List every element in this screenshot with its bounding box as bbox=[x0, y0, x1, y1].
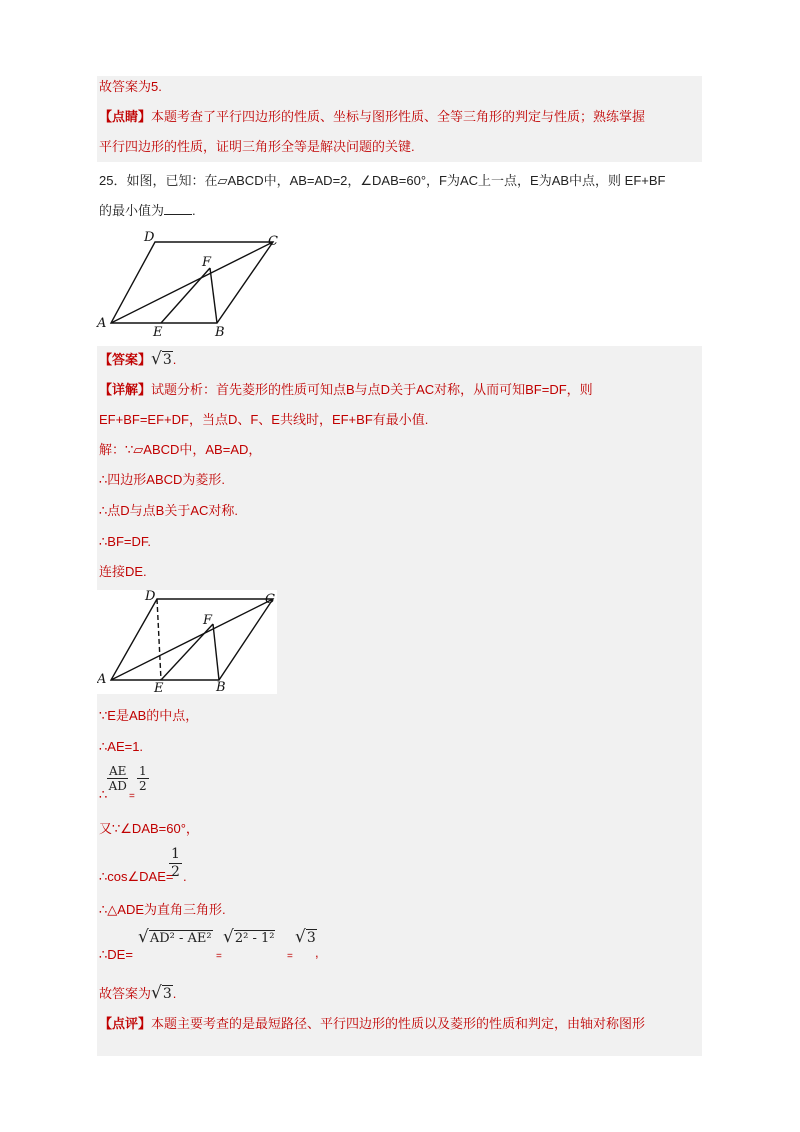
cos-fraction-half: $\frac{1}{2}$ bbox=[171, 846, 180, 880]
fraction-ae-ad: $\frac{AE}{AD}$ bbox=[108, 764, 127, 793]
diagonal-ac-2 bbox=[111, 599, 273, 680]
detail-line-11: 又∵∠DAB=60°， bbox=[99, 821, 199, 836]
comment-tag: 【点睛】 bbox=[99, 109, 152, 124]
label-a-2: A bbox=[97, 672, 107, 687]
label-b: B bbox=[215, 325, 225, 340]
review-line bbox=[99, 1015, 645, 1033]
label-d-2: D bbox=[145, 590, 156, 604]
prev-answer-line: 故答案为5. bbox=[99, 79, 162, 94]
question-25-suffix: . bbox=[192, 203, 196, 218]
de-comma: , bbox=[315, 945, 319, 960]
detail-line-9: ∴AE=1. bbox=[99, 739, 144, 754]
final-suffix: . bbox=[172, 986, 177, 1001]
diagonal-ac bbox=[111, 242, 273, 323]
question-25-prefix: 的最小值为 bbox=[99, 203, 165, 218]
equals-sign: = bbox=[129, 791, 135, 802]
sqrt-2sq-1sq: √2² - 1² bbox=[223, 927, 275, 947]
fraction-half: $\frac{1}{2}$ bbox=[139, 764, 147, 793]
label-d: D bbox=[144, 230, 155, 245]
detail-line-2: EF+BF=EF+DF，当点D、F、E共线时，EF+BF有最小值. bbox=[99, 412, 429, 427]
answer-tag: 【答案】 bbox=[99, 352, 152, 367]
detail-line-8: ∵E是AB的中点， bbox=[99, 708, 199, 723]
label-e: E bbox=[153, 325, 163, 340]
label-f-2: F bbox=[203, 613, 213, 628]
prev-comment-line-1 bbox=[99, 108, 645, 126]
question-25-line-2 bbox=[99, 202, 196, 220]
detail-line-1 bbox=[99, 381, 593, 399]
detail-line-6: ∴BF=DF. bbox=[99, 534, 151, 549]
final-prefix: 故答案为 bbox=[99, 986, 152, 1001]
segment-ef-2 bbox=[161, 624, 213, 680]
segment-bf-2 bbox=[213, 624, 219, 680]
equals-2: = bbox=[287, 951, 293, 962]
equals-1: = bbox=[216, 951, 222, 962]
segment-de-dashed bbox=[157, 599, 161, 680]
detail-line-3: 解：∵▱ABCD中，AB=AD， bbox=[99, 442, 262, 457]
detail-text-1: 试题分析：首先菱形的性质可知点B与点D关于AC对称，从而可知BF=DF，则 bbox=[151, 382, 593, 397]
answer-blank bbox=[164, 202, 192, 215]
answer-suffix: . bbox=[172, 352, 177, 367]
de-prefix: ∴DE= bbox=[99, 947, 133, 962]
comment-text-1: 本题考查了平行四边形的性质、坐标与图形性质、全等三角形的判定与性质；熟练掌握 bbox=[151, 109, 646, 124]
sqrt-ad2-ae2: √AD² - AE² bbox=[138, 927, 212, 947]
detail-line-13: ∴△ADE为直角三角形. bbox=[99, 902, 226, 917]
detail-tag: 【详解】 bbox=[99, 382, 152, 397]
answer-sqrt: √3 bbox=[151, 349, 172, 369]
final-sqrt: √3 bbox=[151, 983, 172, 1003]
shade-block-answer bbox=[97, 346, 702, 376]
label-e-2: E bbox=[154, 681, 164, 694]
parallelogram-figure bbox=[95, 228, 295, 340]
sqrt-3: √3 bbox=[295, 927, 316, 947]
question-25-line-1: 25．如图，已知：在▱ABCD中，AB=AD=2，∠DAB=60°，F为AC上一点，E为AB中点，则 EF+BF bbox=[99, 173, 666, 188]
label-a: A bbox=[97, 316, 107, 331]
label-f: F bbox=[202, 255, 212, 270]
prev-comment-line-2: 平行四边形的性质，证明三角形全等是解决问题的关键. bbox=[99, 139, 415, 154]
detail-line-4: ∴四边形ABCD为菱形. bbox=[99, 472, 226, 487]
segment-bf bbox=[210, 268, 217, 323]
review-text: 本题主要考查的是最短路径、平行四边形的性质以及菱形的性质和判定，由轴对称图形 bbox=[151, 1016, 646, 1031]
cos-prefix: ∴cos∠DAE= bbox=[99, 869, 174, 884]
detail-line-5: ∴点D与点B关于AC对称. bbox=[99, 503, 239, 518]
therefore-sign: ∴ bbox=[99, 787, 108, 802]
label-c: C bbox=[268, 234, 278, 249]
segment-ef bbox=[161, 268, 210, 323]
answer-line bbox=[99, 350, 176, 370]
label-b-2: B bbox=[216, 680, 226, 694]
parallelogram-figure-with-de bbox=[97, 590, 277, 694]
final-answer-line bbox=[99, 984, 176, 1004]
cos-period: . bbox=[183, 869, 187, 884]
review-tag: 【点评】 bbox=[99, 1016, 152, 1031]
detail-line-7: 连接DE. bbox=[99, 564, 147, 579]
label-c-2: C bbox=[265, 592, 275, 607]
